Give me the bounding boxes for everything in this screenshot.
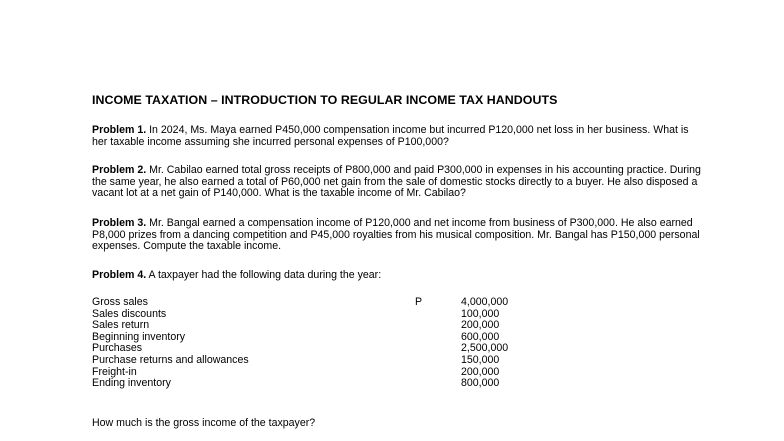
problem-label: Problem 3.: [92, 217, 147, 229]
row-label: Gross sales: [92, 296, 148, 308]
row-label: Beginning inventory: [92, 330, 186, 343]
row-amount: 200,000: [461, 365, 500, 378]
problem-label: Problem 4.: [92, 269, 147, 281]
question-text: How much is the gross income of the taxpayer?: [92, 417, 316, 429]
row-label: Sales discounts: [92, 307, 167, 320]
row-amount: 600,000: [461, 330, 500, 343]
taxpayer-data-table: [92, 297, 532, 390]
data-row: [92, 378, 532, 390]
row-amount: 4,000,000: [461, 296, 509, 308]
document-title: INCOME TAXATION – INTRODUCTION TO REGULAR INCOME TAX HANDOUTS: [92, 93, 558, 107]
row-amount: 2,500,000: [461, 342, 509, 355]
problem-text: A taxpayer had the following data during the year:: [146, 269, 382, 281]
problem-text: Mr. Bangal earned a compensation income of P120,000 and net income from business of P300,000. He also earned P8,000 prizes from a dancing competition and P45,000 royalties from his musical composition. Mr. Bangal has P150,000 personal expenses. Compute the taxable income.: [92, 217, 700, 253]
row-amount: 100,000: [461, 307, 500, 320]
row-amount: 800,000: [461, 377, 500, 390]
row-amount: 150,000: [461, 353, 500, 366]
problem-text: In 2024, Ms. Maya earned P450,000 compensation income but incurred P120,000 net loss in her business. What is her taxable income assuming she incurred personal expenses of P100,000?: [92, 124, 689, 148]
problem-1: [92, 125, 702, 148]
row-label: Ending inventory: [92, 377, 171, 390]
row-label: Freight-in: [92, 365, 137, 378]
problem-3: [92, 218, 702, 253]
problem-label: Problem 2.: [92, 164, 147, 176]
data-row: [92, 297, 532, 309]
row-label: Purchases: [92, 342, 143, 355]
problem-label: Problem 1.: [92, 124, 147, 136]
problem-text: Mr. Cabilao earned total gross receipts of P800,000 and paid P300,000 in expenses in his accounting practice. During the same year, he also earned a total of P60,000 net gain from the sale of domestic stocks directly to a buyer. He also disposed a vacant lot at a net gain of P140,000. What is the taxable income of Mr. Cabilao?: [92, 164, 701, 200]
data-row: [92, 355, 532, 367]
row-amount: 200,000: [461, 319, 500, 332]
row-label: Purchase returns and allowances: [92, 353, 249, 366]
problem-2: [92, 165, 702, 200]
row-label: Sales return: [92, 319, 150, 332]
row-currency: P: [415, 296, 423, 308]
problem-4: [92, 270, 702, 282]
